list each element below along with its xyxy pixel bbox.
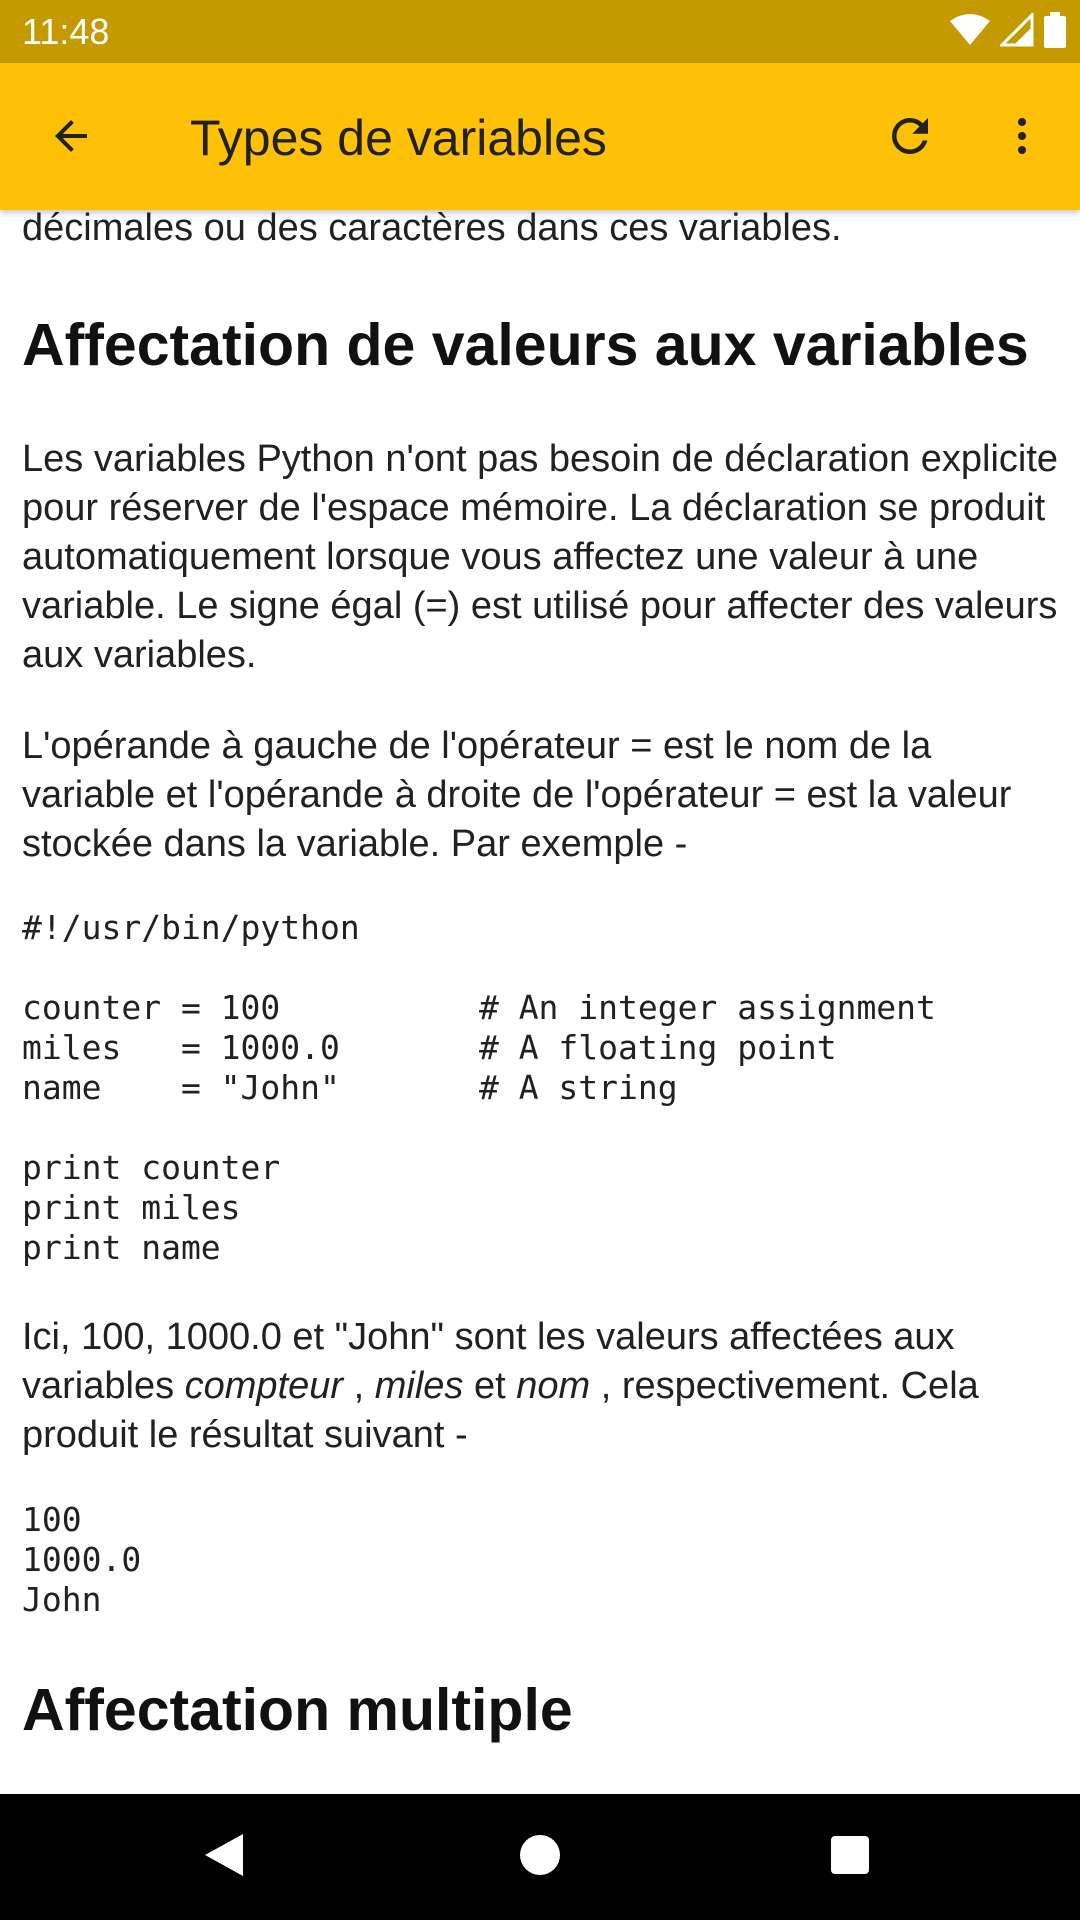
status-icons bbox=[950, 12, 1066, 52]
refresh-button[interactable] bbox=[874, 102, 946, 174]
nav-back-button[interactable] bbox=[191, 1824, 257, 1890]
nav-back-icon bbox=[199, 1830, 249, 1885]
back-button[interactable] bbox=[35, 102, 107, 174]
more-vert-icon bbox=[998, 112, 1046, 165]
paragraph-result-sep1: , bbox=[343, 1365, 375, 1407]
article-content[interactable] bbox=[0, 210, 1080, 1794]
wifi-icon bbox=[950, 13, 990, 52]
paragraph-result-start: Ici, 100, 1000.0 et "John" sont les valeurs affectées aux variables bbox=[22, 1316, 955, 1407]
paragraph-result bbox=[22, 1313, 1032, 1460]
paragraph-partial: décimales ou des caractères dans ces variables. bbox=[22, 210, 842, 249]
page-title: Types de variables bbox=[190, 110, 607, 166]
paragraph-operand: L'opérande à gauche de l'opérateur = est le nom de la variable et l'opérande à droite de l'opérateur = est la valeur stockée dans la variable. Par exemple - bbox=[22, 725, 1012, 865]
battery-icon bbox=[1044, 12, 1066, 53]
paragraph-declaration: Les variables Python n'ont pas besoin de déclaration explicite pour réserver de l'espace mémoire. La déclaration se produit automatiquement lorsque vous affectez une valeur à une variable. Le signe égal (=) est utilisé pour affecter des valeurs aux variables. bbox=[22, 438, 1059, 676]
code-block-output: 100 1000.0 John bbox=[22, 1500, 142, 1619]
nav-home-button[interactable] bbox=[507, 1824, 573, 1890]
signal-icon bbox=[1000, 13, 1034, 52]
var-compteur: compteur bbox=[184, 1365, 344, 1407]
status-time: 11:48 bbox=[22, 11, 110, 52]
app-bar bbox=[0, 63, 1080, 210]
code-block-example: #!/usr/bin/python counter = 100 # An integer assignment miles = 1000.0 # A floating point name = "John" # A string print counter print miles print name bbox=[22, 908, 936, 1267]
var-nom: nom bbox=[516, 1365, 591, 1407]
more-options-button[interactable] bbox=[986, 102, 1058, 174]
status-bar bbox=[0, 0, 1080, 63]
var-miles: miles bbox=[374, 1365, 464, 1407]
heading-assignment: Affectation de valeurs aux variables bbox=[22, 312, 1029, 378]
navigation-bar bbox=[0, 1794, 1080, 1920]
nav-recents-button[interactable] bbox=[817, 1824, 883, 1890]
arrow-back-icon bbox=[47, 112, 95, 165]
nav-home-icon bbox=[517, 1832, 563, 1883]
paragraph-result-sep2: et bbox=[463, 1365, 517, 1407]
paragraph-result-end: , respectivement. Cela produit le résultat suivant - bbox=[22, 1365, 979, 1456]
heading-multiple-assignment: Affectation multiple bbox=[22, 1677, 573, 1743]
refresh-icon bbox=[883, 109, 937, 168]
nav-recents-icon bbox=[829, 1834, 871, 1881]
